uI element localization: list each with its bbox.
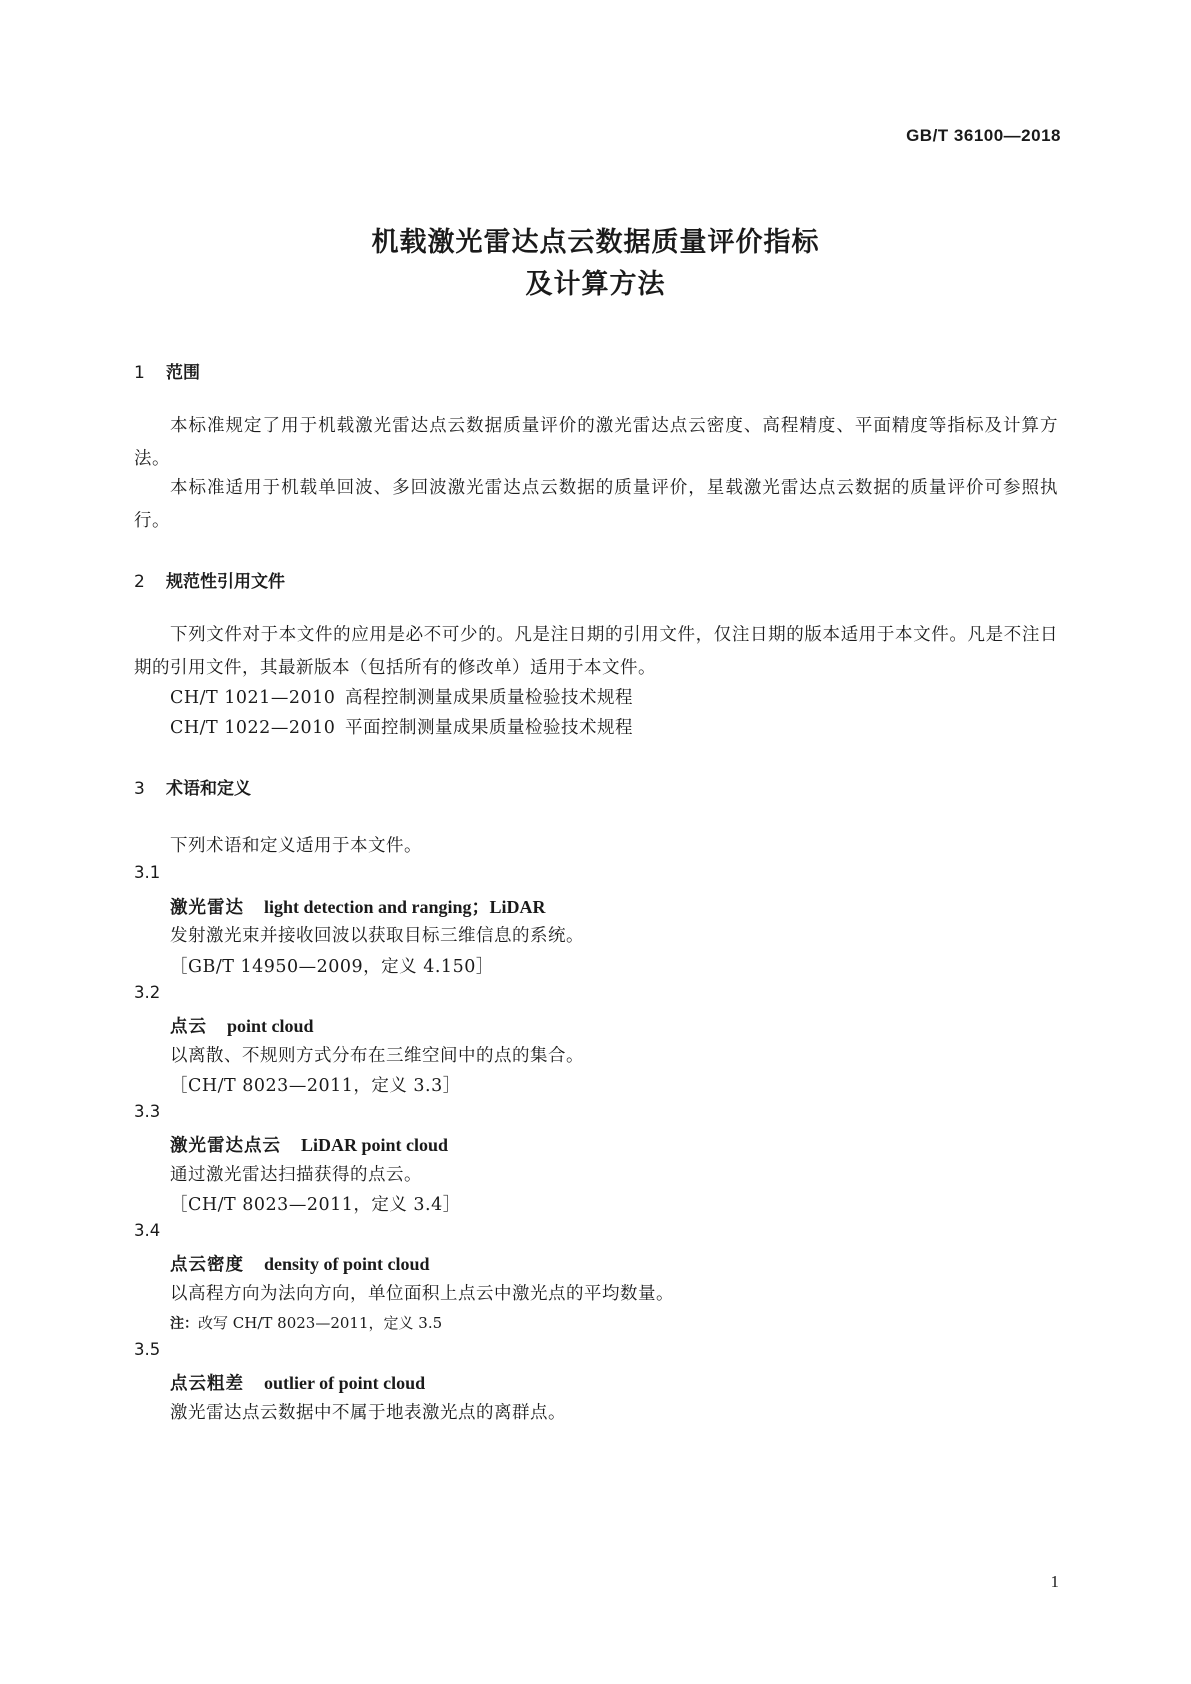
section-number: 2 [134,572,145,592]
note-label: 注： [170,1316,198,1332]
term-english: outlier of point cloud [264,1373,426,1393]
note-text: 改写 CH/T 8023—2011，定义 3.5 [198,1314,443,1332]
term-chinese: 激光雷达 [170,898,244,918]
term-chinese: 点云粗差 [170,1374,244,1394]
section-2-paragraph: 下列文件对于本文件的应用是必不可少的。凡是注日期的引用文件，仅注日期的版本适用于本文件。凡是不注日期的引用文件，其最新版本（包括所有的修改单）适用于本文件。 [134,625,1058,678]
term-english: LiDAR point cloud [301,1135,449,1155]
section-3-intro: 下列术语和定义适用于本文件。 [170,836,422,856]
section-1-paragraph-2: 本标准适用于机载单回波、多回波激光雷达点云数据的质量评价，星载激光雷达点云数据的质量评价可参照执行。 [134,478,1058,531]
term-source: ［CH/T 8023—2011，定义 3.4］ [170,1195,461,1215]
term-number: 3.3 [134,1102,161,1121]
term-english: density of point cloud [264,1254,430,1274]
term-heading [170,1132,448,1157]
term-number: 3.5 [134,1340,161,1359]
document-title-line1: 机载激光雷达点云数据质量评价指标 [371,227,820,258]
reference-code: CH/T 1021—2010 [170,688,336,708]
section-1-paragraph-1: 本标准规定了用于机载激光雷达点云数据质量评价的激光雷达点云密度、高程精度、平面精度等指标及计算方法。 [134,416,1058,469]
reference-code: CH/T 1022—2010 [170,718,336,738]
term-note [170,1312,442,1333]
term-heading [170,1013,314,1038]
term-heading [170,893,546,919]
section-title: 范围 [166,363,200,383]
term-chinese: 点云 [170,1017,207,1037]
term-english: point cloud [227,1016,314,1036]
standard-code: GB/T 36100—2018 [906,126,1061,145]
normative-reference [170,684,633,709]
section-title: 术语和定义 [166,779,251,799]
term-chinese: 激光雷达点云 [170,1136,281,1156]
term-source: ［GB/T 14950—2009，定义 4.150］ [170,957,494,977]
section-number: 1 [134,363,145,383]
term-number: 3.2 [134,983,161,1002]
term-heading [170,1251,430,1276]
term-english: light detection and ranging；LiDAR [264,897,546,917]
page-number: 1 [1050,1572,1059,1591]
term-chinese: 点云密度 [170,1255,244,1275]
term-definition: 发射激光束并接收回波以获取目标三维信息的系统。 [170,926,584,946]
section-title: 规范性引用文件 [166,572,285,592]
reference-title: 平面控制测量成果质量检验技术规程 [345,718,633,738]
section-1-heading [134,358,200,383]
section-3-heading [134,774,251,799]
reference-title: 高程控制测量成果质量检验技术规程 [345,688,633,708]
normative-reference [170,714,633,739]
section-number: 3 [134,779,145,799]
term-definition: 激光雷达点云数据中不属于地表激光点的离群点。 [170,1403,566,1423]
term-definition: 通过激光雷达扫描获得的点云。 [170,1165,422,1185]
term-heading [170,1370,425,1395]
document-title-line2: 及计算方法 [525,269,666,300]
term-number: 3.1 [134,863,161,882]
term-definition: 以高程方向为法向方向，单位面积上点云中激光点的平均数量。 [170,1284,674,1304]
section-2-heading [134,567,285,592]
term-number: 3.4 [134,1221,161,1240]
term-source: ［CH/T 8023—2011，定义 3.3］ [170,1076,461,1096]
term-definition: 以离散、不规则方式分布在三维空间中的点的集合。 [170,1046,584,1066]
